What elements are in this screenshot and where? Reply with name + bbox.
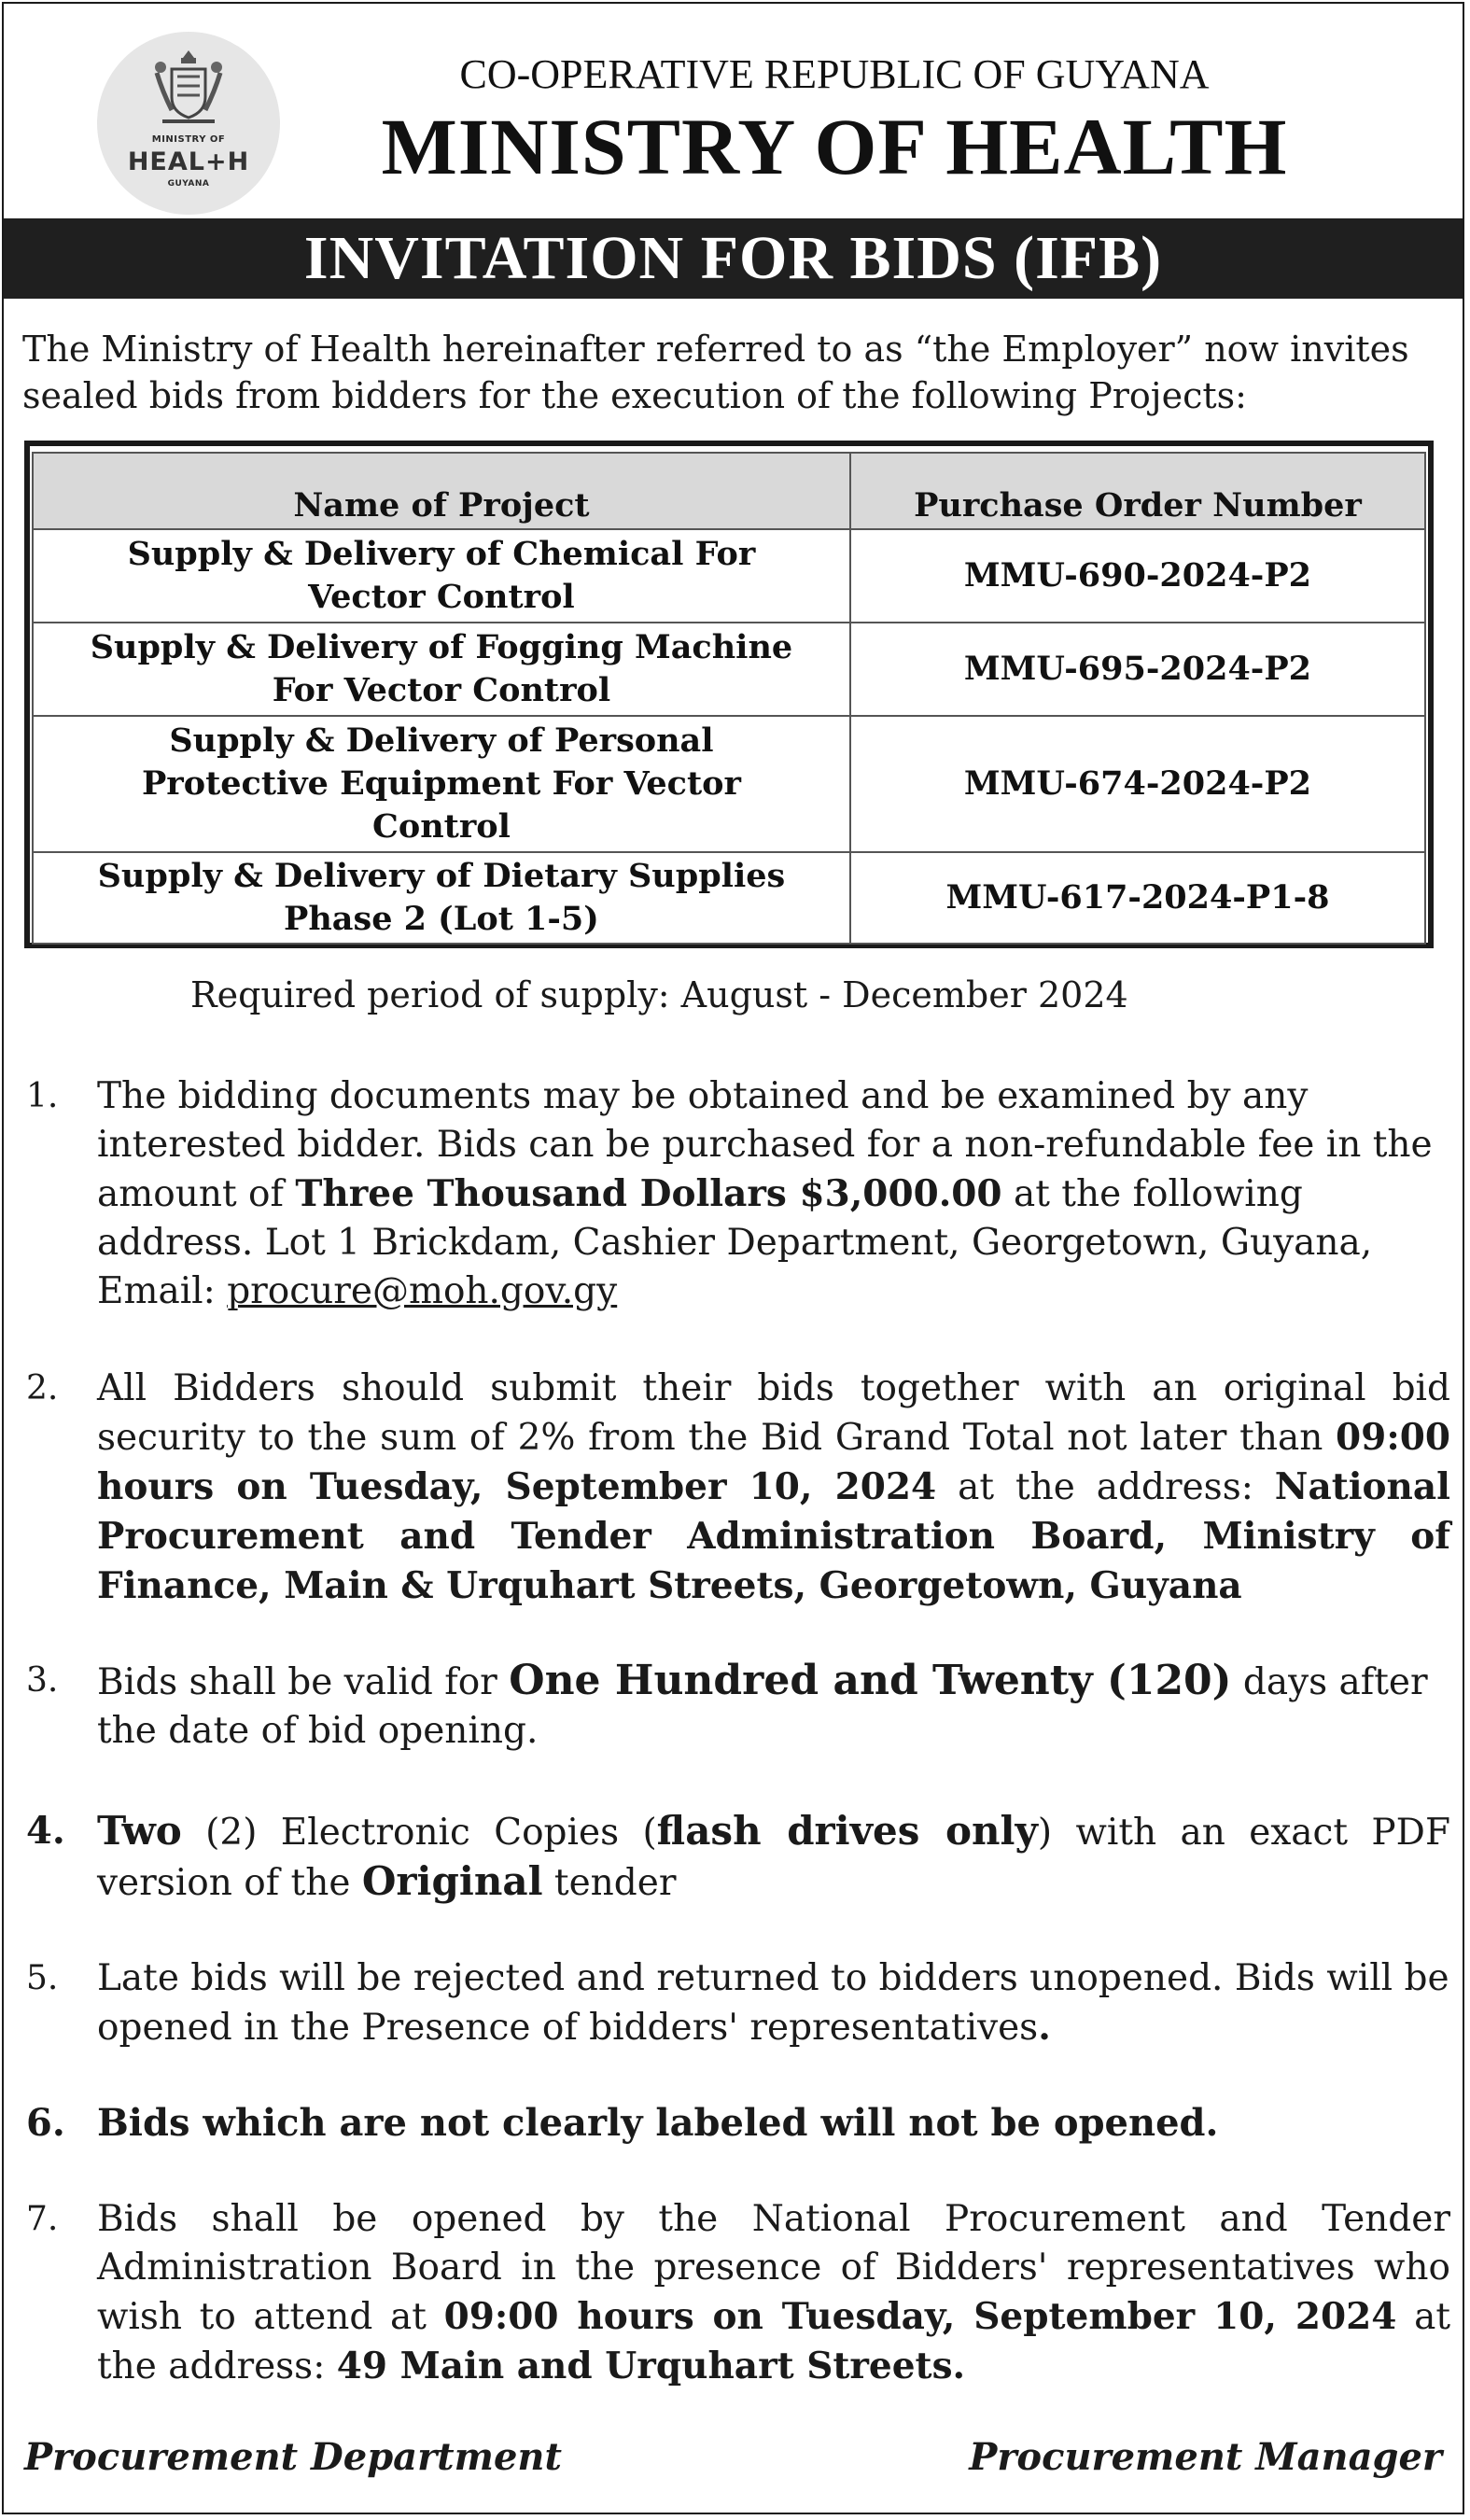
item-text-part: The bidding documents may be obtained and be examined by any interested bidder. Bids can be purchased for a non-refundable fee in the amount of — [97, 1075, 1433, 1215]
item-text-part: at the following address. Lot 1 Brickdam, Cashier Department, Georgetown, Guyana, Email: — [97, 1173, 1373, 1312]
item-text — [97, 2195, 1450, 2391]
signature-right: Procurement Manager — [969, 2435, 1442, 2479]
item-text — [97, 1365, 1450, 1611]
item-text — [97, 1657, 1450, 1756]
table-row — [33, 623, 1425, 716]
po-number-cell: MMU-695-2024-P2 — [850, 623, 1425, 716]
item-text-part: Late bids will be rejected and returned to bidders unopened. Bids will be opened in the Presence of bidders' representatives — [97, 1957, 1449, 2049]
item-text — [97, 1954, 1450, 2052]
original-note: Original — [361, 1858, 543, 1904]
item-text-part: Bids shall be valid for — [97, 1661, 510, 1703]
item-text-part: at the address: — [936, 1466, 1275, 1508]
item-text — [97, 2099, 1450, 2149]
item-number: 2. — [26, 1369, 59, 1407]
po-number-cell: MMU-690-2024-P2 — [850, 529, 1425, 623]
item-number: 7. — [26, 2200, 59, 2238]
project-name-cell: Supply & Delivery of Personal Protective Equipment For Vector Control — [33, 716, 850, 852]
table-row — [33, 529, 1425, 623]
item-text-part: tender — [542, 1862, 677, 1904]
item-number: 3. — [26, 1661, 59, 1700]
table-row — [33, 716, 1425, 852]
item-text-part: at the address: — [97, 2296, 1450, 2387]
validity-period: One Hundred and Twenty (120) — [509, 1657, 1232, 1704]
project-name-cell: Supply & Delivery of Fogging Machine For Vector Control — [33, 623, 850, 716]
supply-period: Required period of supply: August - December 2024 — [190, 974, 1128, 1015]
coat-of-arms-icon — [144, 45, 233, 134]
intro-paragraph: The Ministry of Health hereinafter referred to as “the Employer” now invites sealed bids from bidders for the execution of the following Projects: — [22, 329, 1409, 416]
po-number-cell: MMU-674-2024-P2 — [850, 716, 1425, 852]
signature-left: Procurement Department — [24, 2435, 562, 2479]
item-text-part: ) with an exact PDF version of the — [97, 1812, 1451, 1904]
copies-count: Two — [97, 1808, 182, 1854]
item-number: 1. — [26, 1077, 59, 1115]
projects-table — [32, 452, 1426, 945]
item-text — [97, 1807, 1450, 1908]
table-header-row — [33, 453, 1425, 529]
logo-top-text: MINISTRY OF — [151, 134, 226, 145]
flash-drives-note: flash drives only — [656, 1808, 1038, 1854]
ifb-notice — [2, 2, 1464, 2514]
country-name: CO-OPERATIVE REPUBLIC OF GUYANA — [459, 51, 1210, 97]
fee-amount: Three Thousand Dollars $3,000.00 — [295, 1172, 1002, 1215]
logo-bottom-text: GUYANA — [167, 179, 210, 189]
email-link[interactable]: procure@moh.gov.gy — [227, 1270, 618, 1312]
opening-address: 49 Main and Urquhart Streets. — [336, 2345, 966, 2387]
table-row — [33, 852, 1425, 944]
header-po-number: Purchase Order Number — [850, 453, 1425, 529]
deadline: 09:00 hours on Tuesday, September 10, 2024 — [97, 1416, 1450, 1508]
header-project-name: Name of Project — [33, 453, 850, 529]
ministry-logo — [97, 32, 280, 215]
project-name-cell: Supply & Delivery of Chemical For Vector Control — [33, 529, 850, 623]
page-title: INVITATION FOR BIDS (IFB) — [303, 224, 1163, 292]
item-number: 5. — [26, 1959, 59, 1997]
project-name-cell: Supply & Delivery of Dietary Supplies Phase 2 (Lot 1-5) — [33, 852, 850, 944]
item-text-part: . — [1038, 2006, 1051, 2049]
item-text-part: days after the date of bid opening. — [97, 1661, 1428, 1752]
logo-wordmark: HEAL+H — [127, 147, 250, 176]
item-text-part: All Bidders should submit their bids together with an original bid security to the sum of 2% from the Bid Grand Total not later than — [97, 1367, 1450, 1459]
item-number: 4. — [26, 1809, 65, 1853]
submission-address: National Procurement and Tender Administration Board, Ministry of Finance, Main & Urquhart Streets, Georgetown, Guyana — [97, 1465, 1450, 1607]
item-number: 6. — [26, 2101, 65, 2145]
item-text-part: Bids shall be opened by the National Procurement and Tender Administration Board in the presence of Bidders' representatives who wish to attend at — [97, 2198, 1450, 2338]
item-text-part: (2) Electronic Copies ( — [181, 1812, 657, 1854]
ministry-name: MINISTRY OF HEALTH — [381, 102, 1288, 191]
labeling-warning: Bids which are not clearly labeled will not be opened. — [97, 2101, 1219, 2145]
po-number-cell: MMU-617-2024-P1-8 — [850, 852, 1425, 944]
opening-time: 09:00 hours on Tuesday, September 10, 2024 — [443, 2295, 1397, 2338]
item-text — [97, 1072, 1450, 1316]
